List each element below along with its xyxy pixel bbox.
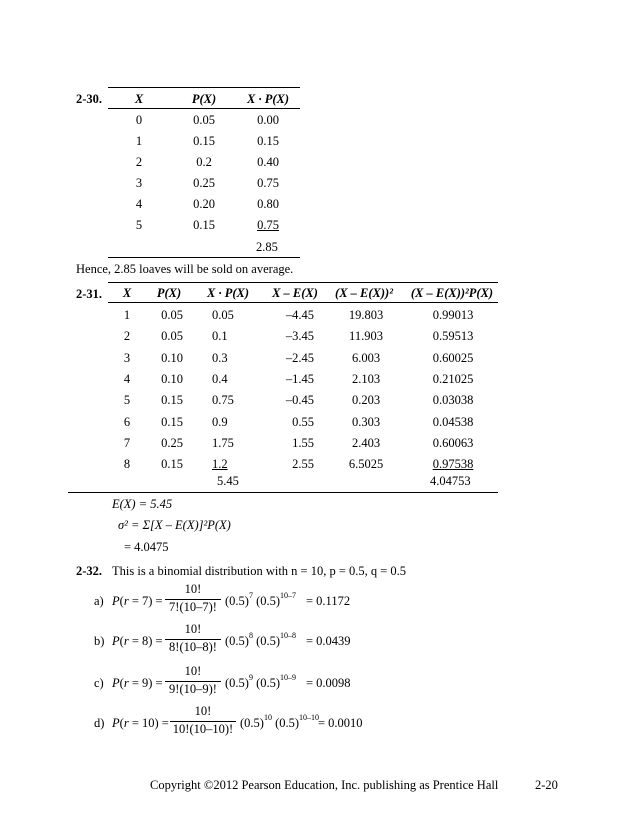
part-letter: b) — [94, 634, 105, 648]
table-top-rule — [108, 87, 300, 88]
probability-lhs: P(r = 10) = — [112, 716, 169, 730]
table-cell: 1 — [123, 308, 131, 322]
table-cell: 5 — [135, 218, 143, 232]
binomial-coefficient — [165, 664, 221, 697]
table-cell: 2 — [135, 155, 143, 169]
probability-result: = 0.0010 — [318, 716, 363, 730]
table-cell: 0.00 — [257, 113, 279, 127]
table-cell: 2.103 — [351, 371, 381, 386]
conclusion-text: Hence, 2.85 loaves will be sold on average. — [76, 262, 294, 276]
table-cell: 0.59513 — [432, 329, 474, 344]
table-cell: 7 — [123, 435, 131, 450]
table-cell: 0.15 — [193, 218, 215, 232]
table-cell: 2 — [123, 329, 131, 344]
problem-label-2-30: 2-30. — [76, 92, 103, 106]
col-header: (X – E(X))² — [335, 286, 393, 300]
table-cell: –1.45 — [285, 371, 314, 386]
probability-result: = 0.1172 — [306, 594, 351, 608]
table-cell: 0.05 — [193, 113, 215, 127]
table-cell: 0.2 — [196, 155, 212, 169]
fraction-numerator: 10! — [194, 704, 212, 718]
table-cell: –2.45 — [285, 350, 314, 365]
table-cell: 2.403 — [351, 435, 381, 450]
table-cell: 0.203 — [351, 393, 381, 408]
fraction-denominator: 9!(10–9)! — [169, 682, 217, 696]
table-cell: 0.303 — [351, 414, 381, 429]
table-cell: 0.05 — [161, 329, 183, 344]
table-cell: 3 — [123, 350, 131, 365]
binomial-coefficient — [165, 622, 221, 655]
table-cell: 0.20 — [193, 197, 215, 211]
problem-label-2-31: 2-31. — [76, 287, 103, 301]
col-header: (X – E(X))²P(X) — [410, 286, 494, 300]
fraction-numerator: 10! — [184, 664, 202, 678]
fraction-numerator: 10! — [184, 622, 202, 636]
table-cell: 0.60025 — [432, 350, 474, 365]
table-cell: 0.15 — [161, 457, 183, 472]
table-cell: 0.60063 — [432, 435, 474, 450]
table-cell: 2.55 — [292, 457, 314, 472]
fraction-denominator: 10!(10–10)! — [172, 722, 234, 736]
table-cell: –0.45 — [285, 393, 314, 408]
table-cell: 0.4 — [212, 371, 228, 386]
fraction-denominator: 8!(10–8)! — [169, 640, 217, 654]
table-cell: 6 — [123, 414, 131, 429]
powers-expression: $(0.5)^9$ $(0.5)^{10-9}$ — [225, 673, 297, 690]
header-rule — [108, 302, 498, 303]
table-cell: –4.45 — [285, 308, 314, 322]
table-bottom-rule — [108, 257, 300, 258]
table-cell: 0.75 — [257, 176, 279, 190]
powers-expression: $(0.5)^7$ $(0.5)^{10-7}$ — [225, 591, 297, 608]
copyright-footer: Copyright ©2012 Pearson Education, Inc. publishing as Prentice Hall — [150, 778, 499, 792]
col-header-xpx: X · P(X) — [246, 92, 289, 106]
table-cell: 0.80 — [257, 197, 279, 211]
probability-lhs: P(r = 9) = — [112, 676, 163, 690]
table-cell: 11.903 — [349, 329, 383, 344]
table-cell: 0.10 — [161, 371, 183, 386]
binomial-coefficient — [170, 704, 236, 737]
table-cell: 0.75 — [257, 218, 279, 232]
total-xpx: 5.45 — [217, 474, 239, 488]
part-letter: c) — [94, 676, 104, 690]
table-cell: –3.45 — [285, 329, 314, 344]
table-cell: 1.55 — [292, 435, 314, 450]
table-cell: 0.40 — [257, 155, 279, 169]
table-top-rule — [108, 282, 498, 283]
binomial-intro: This is a binomial distribution with n = 10, p = 0.5, q = 0.5 — [112, 564, 407, 578]
fraction-numerator: 10! — [184, 582, 202, 596]
header-rule — [108, 108, 300, 109]
table-cell: 1.75 — [212, 435, 234, 450]
probability-result: = 0.0098 — [306, 676, 351, 690]
table-cell: 0.75 — [212, 393, 234, 408]
table-cell: 1.2 — [212, 457, 228, 472]
table-cell: 0.04538 — [432, 414, 474, 429]
table-cell: 3 — [135, 176, 143, 190]
variance-formula: σ² = Σ[X – E(X)]²P(X) — [118, 518, 231, 532]
col-header: P(X) — [156, 286, 182, 300]
table-cell: 0.99013 — [432, 308, 474, 322]
probability-result: = 0.0439 — [306, 634, 351, 648]
table-cell: 0.15 — [161, 393, 183, 408]
table-cell: 0.10 — [161, 350, 183, 365]
powers-expression: $(0.5)^{10}$ $(0.5)^{10-10}$ — [240, 713, 320, 730]
total-variance: 4.04753 — [430, 474, 471, 488]
table-cell: 0.15 — [193, 134, 215, 148]
table-cell: 6.003 — [351, 350, 381, 365]
col-header-x: X — [134, 92, 144, 106]
variance-result: = 4.0475 — [124, 540, 169, 554]
col-header: X – E(X) — [272, 286, 318, 300]
part-letter: a) — [94, 594, 104, 608]
probability-lhs: P(r = 7) = — [112, 594, 163, 608]
table-cell: 0.1 — [212, 329, 228, 344]
part-letter: d) — [94, 716, 105, 730]
table-cell: 6.5025 — [348, 457, 384, 472]
probability-lhs: P(r = 8) = — [112, 634, 163, 648]
table-cell: 0.21025 — [432, 371, 474, 386]
table-cell: 0.9 — [212, 414, 228, 429]
table-cell: 0.15 — [257, 134, 279, 148]
table-bottom-rule — [68, 492, 498, 493]
table-cell: 0 — [135, 113, 143, 127]
table-cell: 0.05 — [161, 308, 183, 322]
table-cell: 19.803 — [348, 308, 384, 322]
table-cell: 0.03038 — [432, 393, 474, 408]
table-cell: 0.25 — [161, 435, 183, 450]
total-xpx: 2.85 — [256, 240, 278, 254]
table-cell: 0.3 — [212, 350, 228, 365]
col-header-px: P(X) — [191, 92, 217, 106]
powers-expression: $(0.5)^8$ $(0.5)^{10-8}$ — [225, 631, 297, 648]
table-cell: 0.05 — [212, 308, 234, 322]
expected-value-line: E(X) = 5.45 — [112, 497, 173, 511]
col-header: X · P(X) — [206, 286, 249, 300]
table-cell: 0.25 — [193, 176, 215, 190]
problem-label-2-32: 2-32. — [76, 564, 103, 578]
table-cell: 4 — [123, 371, 131, 386]
table-cell: 1 — [135, 134, 143, 148]
page-number: 2-20 — [535, 778, 558, 792]
table-cell: 0.55 — [292, 414, 314, 429]
table-cell: 0.97538 — [432, 457, 474, 472]
table-cell: 4 — [135, 197, 143, 211]
table-cell: 5 — [123, 393, 131, 408]
binomial-coefficient — [165, 582, 221, 615]
table-cell: 8 — [123, 457, 131, 472]
col-header: X — [122, 286, 132, 300]
table-cell: 0.15 — [161, 414, 183, 429]
fraction-denominator: 7!(10–7)! — [169, 600, 217, 614]
